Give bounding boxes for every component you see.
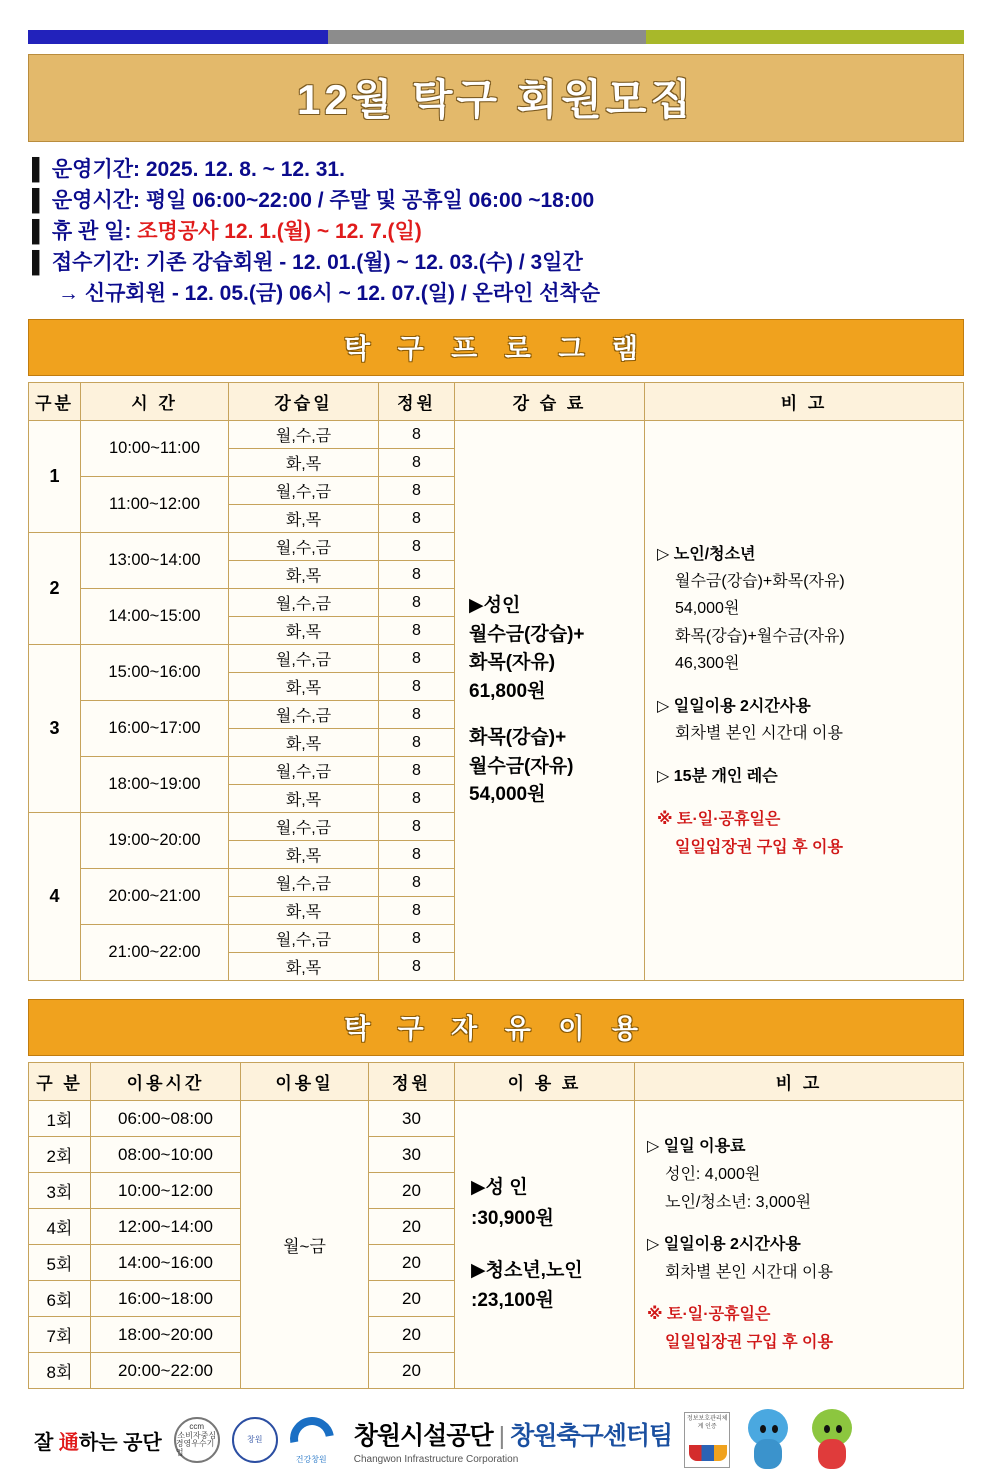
group-number: 1 <box>29 421 81 533</box>
days-cell: 화,목 <box>229 841 379 869</box>
capacity-cell: 8 <box>379 729 455 757</box>
note-line-warning: ※ 토·일·공휴일은 <box>647 1305 771 1323</box>
page-title: 12월 탁구 회원모집 <box>28 54 964 142</box>
slogan-highlight: 通 <box>58 1431 79 1454</box>
note-line: 회차별 본인 시간대 이용 <box>665 1263 833 1281</box>
fee-line: 월수금(강습)+ <box>469 623 585 645</box>
seal-label: 창원 <box>247 1434 263 1444</box>
session-number: 7회 <box>29 1317 91 1353</box>
capacity-cell: 20 <box>369 1173 455 1209</box>
session-time: 14:00~16:00 <box>91 1245 241 1281</box>
col-note: 비 고 <box>635 1063 964 1101</box>
note-line: 월수금(강습)+화목(자유) <box>675 573 845 591</box>
note-line-warning: ※ 토·일·공휴일은 <box>657 811 781 829</box>
changwon-seal-icon <box>232 1417 278 1463</box>
ccm-bottom-label: 경영우수기업 <box>175 1439 215 1458</box>
table-header-row <box>29 383 964 421</box>
info-value-registration: 기존 강습회원 - 12. 01.(월) ~ 12. 03.(수) / 3일간 <box>140 251 583 275</box>
info-line-registration <box>32 247 964 278</box>
info-label-closed: 휴 관 일: <box>51 220 132 244</box>
note-line: ▷ 15분 개인 레슨 <box>657 768 778 786</box>
capacity-cell: 8 <box>379 813 455 841</box>
mascot-body <box>818 1439 846 1469</box>
fee-cell <box>455 1101 635 1389</box>
capacity-cell: 8 <box>379 561 455 589</box>
info-value-closed: 조명공사 12. 1.(월) ~ 12. 7.(일) <box>131 220 422 244</box>
days-cell: 월,수,금 <box>229 813 379 841</box>
col-days: 강습일 <box>229 383 379 421</box>
program-table <box>28 382 964 981</box>
session-time: 12:00~14:00 <box>91 1209 241 1245</box>
capacity-cell: 20 <box>369 1353 455 1389</box>
session-time: 16:00~18:00 <box>91 1281 241 1317</box>
note-line: ▷ 일일이용 2시간사용 <box>647 1235 801 1253</box>
fee-line: 54,000원 <box>469 784 546 806</box>
days-cell: 화,목 <box>229 729 379 757</box>
capacity-cell: 8 <box>379 421 455 449</box>
mascot-green-icon <box>806 1409 858 1471</box>
note-line: ▷ 일일이용 2시간사용 <box>657 697 811 715</box>
capacity-cell: 20 <box>369 1209 455 1245</box>
time-slot: 14:00~15:00 <box>81 589 229 645</box>
note-line: 회차별 본인 시간대 이용 <box>675 725 843 743</box>
fee-cell <box>455 421 645 981</box>
ccm-mid-label: 소비자중심 <box>177 1430 217 1440</box>
session-number: 3회 <box>29 1173 91 1209</box>
col-fee: 이 용 료 <box>455 1063 635 1101</box>
info-label-period: 운영기간: <box>51 158 141 181</box>
cert-stripe <box>689 1445 727 1461</box>
info-value-hours: 평일 06:00~22:00 / 주말 및 공휴일 06:00 ~18:00 <box>140 189 595 213</box>
bullet-bar: ▌ <box>32 251 47 275</box>
color-segment-olive <box>646 30 964 44</box>
fee-line: 61,800원 <box>469 680 546 702</box>
time-slot: 20:00~21:00 <box>81 869 229 925</box>
section-heading-program: 탁 구 프 로 그 램 <box>28 319 964 376</box>
col-group: 구 분 <box>29 1063 91 1101</box>
days-cell: 월,수,금 <box>229 477 379 505</box>
session-time: 20:00~22:00 <box>91 1353 241 1389</box>
capacity-cell: 20 <box>369 1245 455 1281</box>
isms-certification-icon <box>684 1412 730 1468</box>
session-number: 6회 <box>29 1281 91 1317</box>
slogan <box>34 1426 162 1455</box>
session-number: 1회 <box>29 1101 91 1137</box>
info-label-hours: 운영시간: <box>51 189 141 213</box>
group-number: 2 <box>29 533 81 645</box>
group-number: 3 <box>29 645 81 813</box>
col-capacity: 정원 <box>379 383 455 421</box>
ccm-top-label: ccm <box>189 1421 205 1431</box>
col-capacity: 정원 <box>369 1063 455 1101</box>
days-cell: 화,목 <box>229 673 379 701</box>
col-days: 이용일 <box>241 1063 369 1101</box>
time-slot: 19:00~20:00 <box>81 813 229 869</box>
days-cell: 화,목 <box>229 953 379 981</box>
capacity-cell: 8 <box>379 757 455 785</box>
info-line-closed <box>32 216 964 247</box>
info-block <box>32 154 964 309</box>
free-use-table <box>28 1062 964 1389</box>
col-note: 비 고 <box>645 383 964 421</box>
days-cell: 월,수,금 <box>229 869 379 897</box>
session-number: 2회 <box>29 1137 91 1173</box>
capacity-cell: 8 <box>379 477 455 505</box>
fee-line: ▶성 인 <box>471 1177 528 1199</box>
table-row <box>29 1101 964 1137</box>
days-cell: 화,목 <box>229 617 379 645</box>
capacity-cell: 30 <box>369 1137 455 1173</box>
capacity-cell: 8 <box>379 897 455 925</box>
col-time: 시 간 <box>81 383 229 421</box>
capacity-cell: 20 <box>369 1281 455 1317</box>
note-line: 46,300원 <box>675 654 740 672</box>
fee-line: ▶청소년,노인 <box>471 1259 583 1281</box>
capacity-cell: 8 <box>379 925 455 953</box>
org-name: 창원시설공단 <box>353 1421 493 1450</box>
slogan-post: 하는 공단 <box>78 1431 162 1454</box>
capacity-cell: 8 <box>379 645 455 673</box>
time-slot: 16:00~17:00 <box>81 701 229 757</box>
info-line-new-member: → 신규회원 - 12. 05.(금) 06시 ~ 12. 07.(일) / 온라인 선착순 <box>58 282 601 306</box>
col-fee: 강 습 료 <box>455 383 645 421</box>
time-slot: 18:00~19:00 <box>81 757 229 813</box>
note-line: 화목(강습)+월수금(자유) <box>675 627 845 645</box>
time-slot: 21:00~22:00 <box>81 925 229 981</box>
org-main-line <box>354 1416 672 1452</box>
note-line: ▷ 일일 이용료 <box>647 1137 746 1155</box>
fee-line: ▶성인 <box>469 595 521 617</box>
note-cell <box>635 1101 964 1389</box>
cert-label: 정보보호관리체계 인증 <box>686 1416 728 1430</box>
time-slot: 10:00~11:00 <box>81 421 229 477</box>
capacity-cell: 8 <box>379 589 455 617</box>
fee-line: 화목(자유) <box>469 652 556 674</box>
capacity-cell: 8 <box>379 533 455 561</box>
fee-line: 월수금(자유) <box>469 755 574 777</box>
slogan-pre: 잘 <box>34 1431 59 1454</box>
days-cell: 월,수,금 <box>229 533 379 561</box>
fee-line: :30,900원 <box>471 1207 554 1229</box>
time-slot: 11:00~12:00 <box>81 477 229 533</box>
info-line-period <box>32 154 964 185</box>
days-cell: 화,목 <box>229 505 379 533</box>
top-color-bar <box>28 30 964 44</box>
color-segment-gray <box>328 30 646 44</box>
time-slot: 13:00~14:00 <box>81 533 229 589</box>
note-cell <box>645 421 964 981</box>
days-cell: 월,수,금 <box>229 757 379 785</box>
note-line: 노인/청소년: 3,000원 <box>665 1193 812 1211</box>
capacity-cell: 8 <box>379 869 455 897</box>
table-header-row <box>29 1063 964 1101</box>
table-row <box>29 421 964 449</box>
session-time: 08:00~10:00 <box>91 1137 241 1173</box>
color-segment-blue <box>28 30 328 44</box>
days-cell: 화,목 <box>229 449 379 477</box>
bullet-bar: ▌ <box>32 220 47 244</box>
capacity-cell: 20 <box>369 1317 455 1353</box>
time-slot: 15:00~16:00 <box>81 645 229 701</box>
capacity-cell: 30 <box>369 1101 455 1137</box>
section-heading-free-use: 탁 구 자 유 이 용 <box>28 999 964 1056</box>
ccm-certification-icon <box>174 1417 220 1463</box>
days-cell: 월,수,금 <box>229 925 379 953</box>
days-cell: 월~금 <box>241 1101 369 1389</box>
capacity-cell: 8 <box>379 673 455 701</box>
org-separator: | <box>498 1421 505 1450</box>
group-number: 4 <box>29 813 81 981</box>
session-number: 5회 <box>29 1245 91 1281</box>
organization-name <box>354 1416 672 1465</box>
session-time: 10:00~12:00 <box>91 1173 241 1209</box>
capacity-cell: 8 <box>379 449 455 477</box>
session-number: 4회 <box>29 1209 91 1245</box>
session-number: 8회 <box>29 1353 91 1389</box>
health-changwon-icon <box>290 1417 342 1463</box>
info-line-hours <box>32 185 964 216</box>
note-line-warning: 일일입장권 구입 후 이용 <box>675 838 843 856</box>
days-cell: 월,수,금 <box>229 421 379 449</box>
days-cell: 화,목 <box>229 785 379 813</box>
days-cell: 월,수,금 <box>229 645 379 673</box>
session-time: 18:00~20:00 <box>91 1317 241 1353</box>
days-cell: 화,목 <box>229 561 379 589</box>
capacity-cell: 8 <box>379 953 455 981</box>
info-value-period: 2025. 12. 8. ~ 12. 31. <box>140 158 345 181</box>
fee-line: :23,100원 <box>471 1290 554 1312</box>
capacity-cell: 8 <box>379 617 455 645</box>
mascot-blue-icon <box>742 1409 794 1471</box>
org-team: 창원축구센터팀 <box>510 1421 673 1450</box>
capacity-cell: 8 <box>379 841 455 869</box>
session-time: 06:00~08:00 <box>91 1101 241 1137</box>
bullet-bar: ▌ <box>32 158 47 181</box>
days-cell: 월,수,금 <box>229 701 379 729</box>
swoosh-label: 건강창원 <box>295 1455 327 1465</box>
note-line: 54,000원 <box>675 600 740 618</box>
footer-logos <box>28 1401 964 1479</box>
bullet-bar: ▌ <box>32 189 47 213</box>
capacity-cell: 8 <box>379 785 455 813</box>
note-line: 성인: 4,000원 <box>665 1165 761 1183</box>
days-cell: 화,목 <box>229 897 379 925</box>
capacity-cell: 8 <box>379 505 455 533</box>
org-name-english: Changwon Infrastructure Corporation <box>353 1453 519 1465</box>
col-group: 구분 <box>29 383 81 421</box>
info-label-registration: 접수기간: <box>51 251 141 275</box>
note-line: ▷ 노인/청소년 <box>657 545 756 563</box>
note-line-warning: 일일입장권 구입 후 이용 <box>665 1333 833 1351</box>
capacity-cell: 8 <box>379 701 455 729</box>
mascot-body <box>754 1439 782 1469</box>
col-time: 이용시간 <box>91 1063 241 1101</box>
days-cell: 월,수,금 <box>229 589 379 617</box>
fee-line: 화목(강습)+ <box>469 727 567 749</box>
